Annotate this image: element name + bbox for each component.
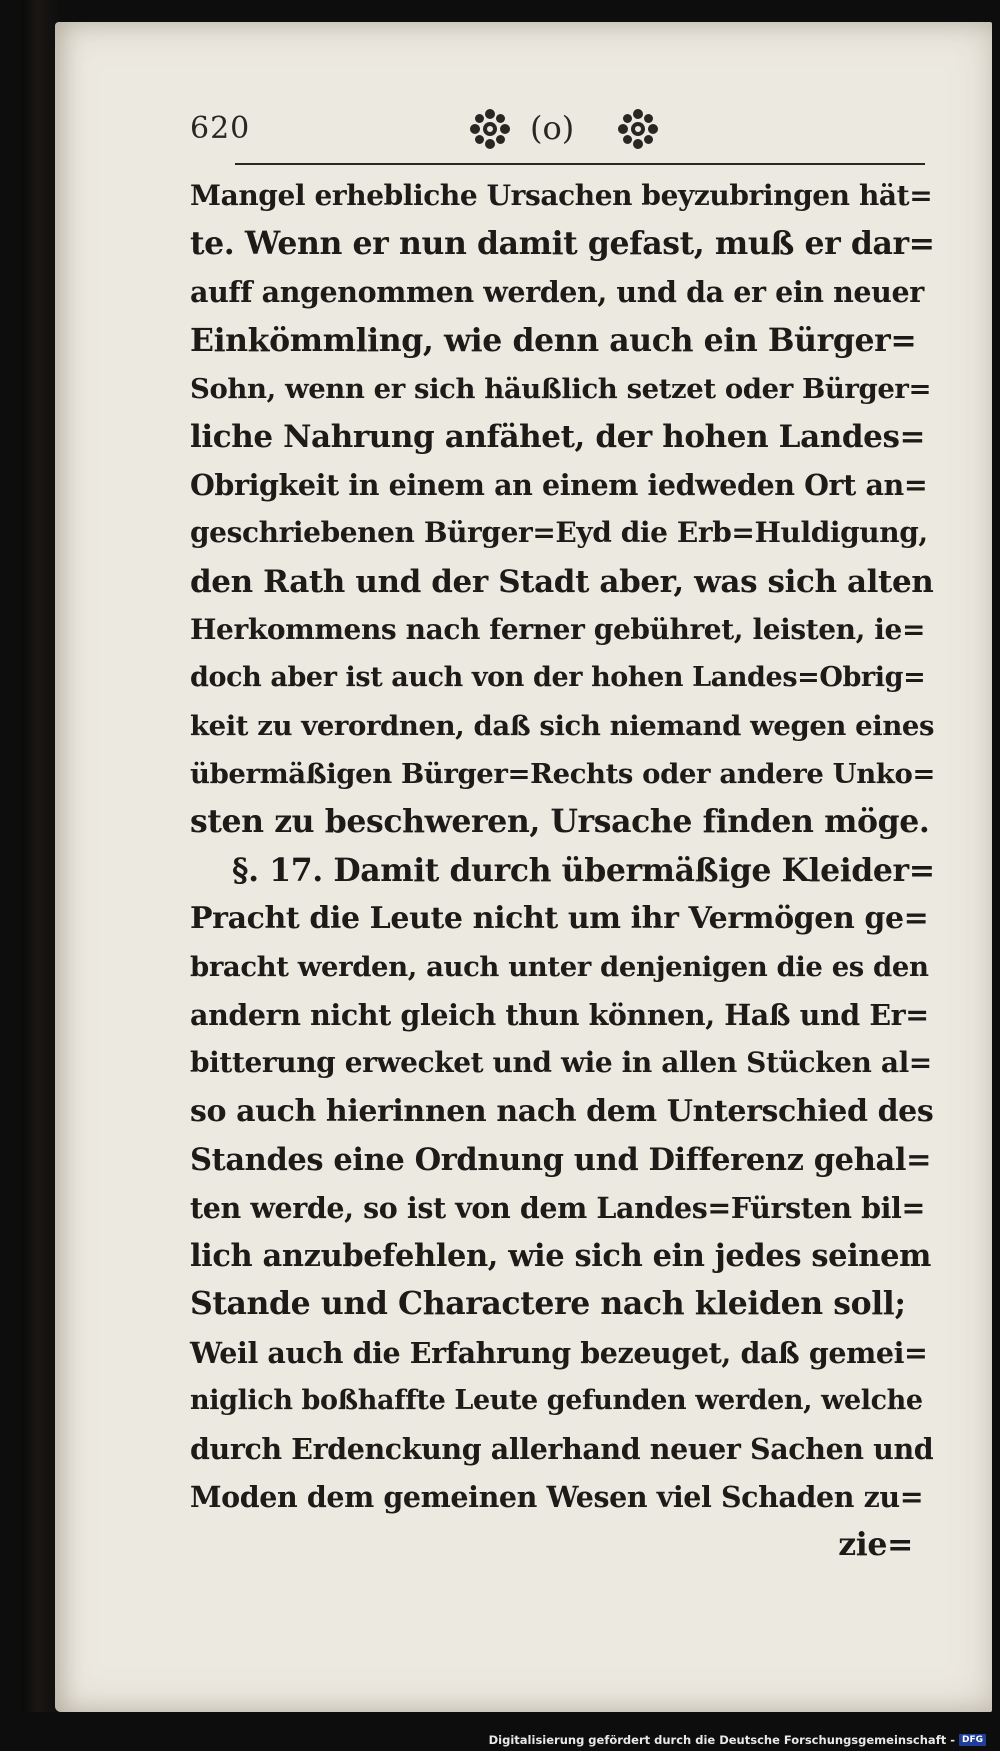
text-line: Standes eine Ordnung und Differenz gehal= [190,1141,932,1178]
text-line: Weil auch die Erfahrung bezeuget, daß gemei= [190,1335,928,1370]
body-text [190,172,935,1569]
header-rule [235,163,925,165]
text-line: so auch hierinnen nach dem Unterschied des [190,1093,934,1129]
text-line: te. Wenn er nun damit gefast, muß er dar= [190,225,935,263]
text-line: Sohn, wenn er sich häußlich setzet oder Bürger= [190,372,932,405]
dfg-logo: DFG [959,1734,986,1746]
catchword: zie= [838,1526,913,1564]
text-line: Pracht die Leute nicht um ihr Vermögen ge= [190,900,929,936]
text-line: Moden dem gemeinen Wesen viel Schaden zu= [190,1480,924,1515]
text-line: sten zu beschweren, Ursache finden möge. [190,803,930,841]
text-line: auff angenommen werden, und da er ein neuer [190,275,924,310]
text-line: keit zu verordnen, daß sich niemand wegen eines [190,710,935,743]
text-line: Stande und Charactere nach kleiden soll; [190,1285,906,1323]
text-line: Obrigkeit in einem an einem iedweden Ort an= [190,468,928,503]
text-line: Herkommens nach ferner gebühret, leisten, ie= [190,612,926,646]
text-line: lich anzubefehlen, wie sich ein jedes seinem [190,1238,931,1275]
page-number: 620 [190,111,251,146]
text-line: den Rath und der Stadt aber, was sich alten [190,563,934,600]
header-mark: (o) [530,109,575,147]
text-line: übermäßigen Bürger=Rechts oder andere Unko= [190,758,936,791]
text-line: ten werde, so ist von dem Landes=Fürsten bil= [190,1190,925,1225]
flower-ornament-icon [616,107,660,151]
text-line: niglich boßhaffte Leute gefunden werden, welche [190,1384,923,1416]
text-line: bitterung erwecket und wie in allen Stücken al= [190,1046,932,1080]
text-line: andern nicht gleich thun können, Haß und Er= [190,998,929,1033]
section-17-heading-line: §. 17. Damit durch übermäßige Kleider= [232,851,935,889]
text-line: Mangel erhebliche Ursachen beyzubringen hät= [190,179,933,212]
text-line: Einkömmling, wie denn auch ein Bürger= [190,321,917,359]
text-line: durch Erdenckung allerhand neuer Sachen und [190,1431,934,1466]
credit-text: Digitalisierung gefördert durch die Deutsche Forschungsgemeinschaft - [488,1733,955,1747]
text-line: bracht werden, auch unter denjenigen die es den [190,951,929,983]
text-line: doch aber ist auch von der hohen Landes=Obrig= [190,661,926,693]
text-line: liche Nahrung anfähet, der hohen Landes= [190,418,926,455]
flower-ornament-icon [468,107,512,151]
text-line: geschriebenen Bürger=Eyd die Erb=Huldigung, [190,516,928,550]
digitization-credit [489,1733,986,1747]
running-header [190,105,930,155]
